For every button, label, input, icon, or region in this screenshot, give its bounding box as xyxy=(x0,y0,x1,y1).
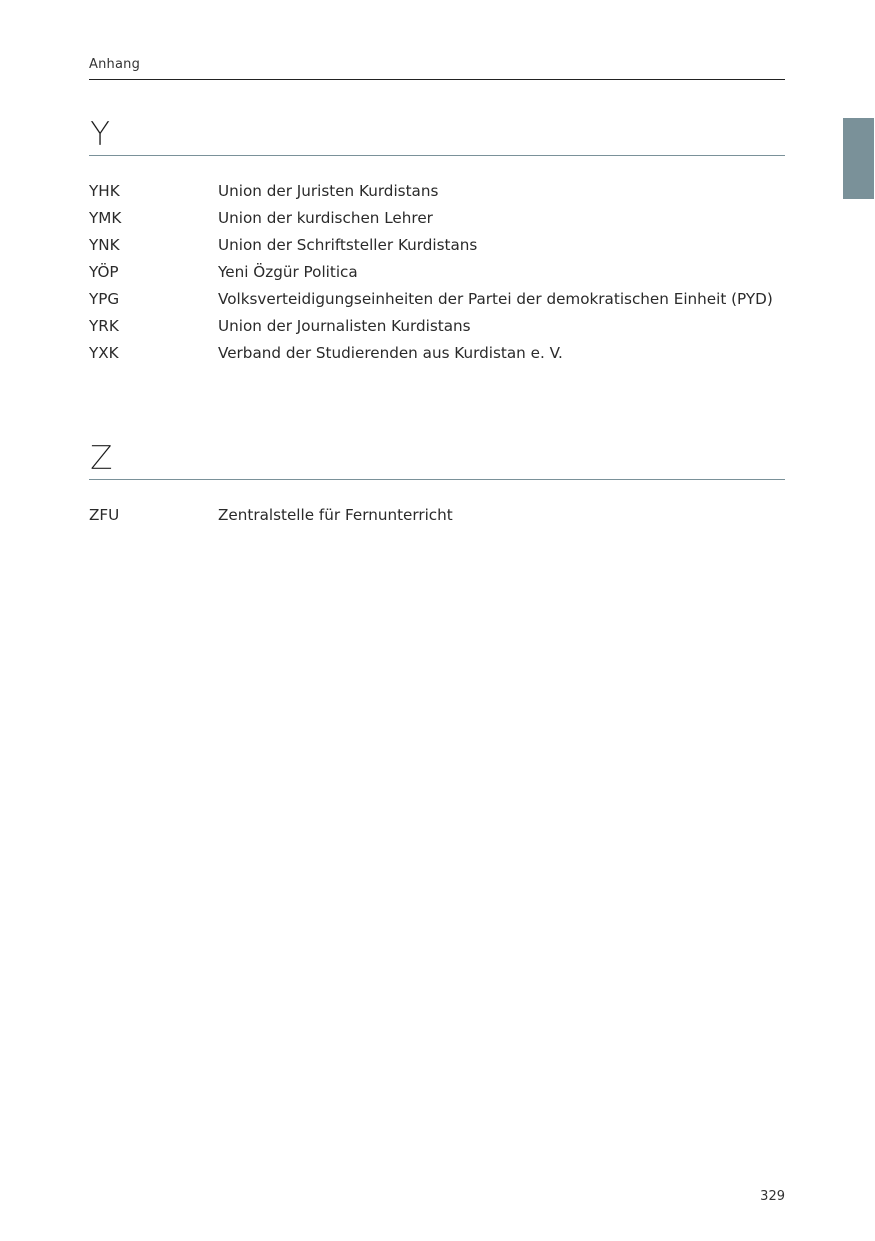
section-letter: Y xyxy=(90,114,111,153)
page-number: 329 xyxy=(760,1189,785,1204)
expansion: Union der Journalisten Kurdistans xyxy=(218,317,471,335)
expansion: Volksverteidigungseinheiten der Partei der demokratischen Einheit (PYD) xyxy=(218,290,773,308)
section-divider xyxy=(89,155,785,156)
abbreviation: YMK xyxy=(89,209,122,227)
running-head-title: Anhang xyxy=(89,57,141,72)
list-item xyxy=(89,232,785,259)
running-head xyxy=(89,56,785,80)
chapter-thumb-tab xyxy=(843,118,874,199)
section-y xyxy=(89,116,785,367)
list-item xyxy=(89,313,785,340)
section-z xyxy=(89,440,785,529)
list-item xyxy=(89,205,785,232)
abbreviation: YXK xyxy=(89,344,119,362)
abbreviation: YNK xyxy=(89,236,120,254)
list-item xyxy=(89,340,785,367)
list-item xyxy=(89,259,785,286)
abbreviation: YHK xyxy=(89,182,120,200)
expansion: Union der Juristen Kurdistans xyxy=(218,182,439,200)
list-item xyxy=(89,178,785,205)
expansion: Zentralstelle für Fernunterricht xyxy=(218,506,453,524)
list-item xyxy=(89,286,785,313)
expansion: Union der Schriftsteller Kurdistans xyxy=(218,236,478,254)
abbreviation: YPG xyxy=(89,290,120,308)
abbreviation-list xyxy=(89,502,785,529)
abbreviation: ZFU xyxy=(89,506,120,524)
abbreviation: YÖP xyxy=(89,263,119,281)
expansion: Union der kurdischen Lehrer xyxy=(218,209,433,227)
expansion: Verband der Studierenden aus Kurdistan e. V. xyxy=(218,344,563,362)
abbreviation-list xyxy=(89,178,785,367)
section-letter: Z xyxy=(90,438,113,477)
expansion: Yeni Özgür Politica xyxy=(218,263,358,281)
list-item xyxy=(89,502,785,529)
section-divider xyxy=(89,479,785,480)
abbreviation: YRK xyxy=(89,317,119,335)
